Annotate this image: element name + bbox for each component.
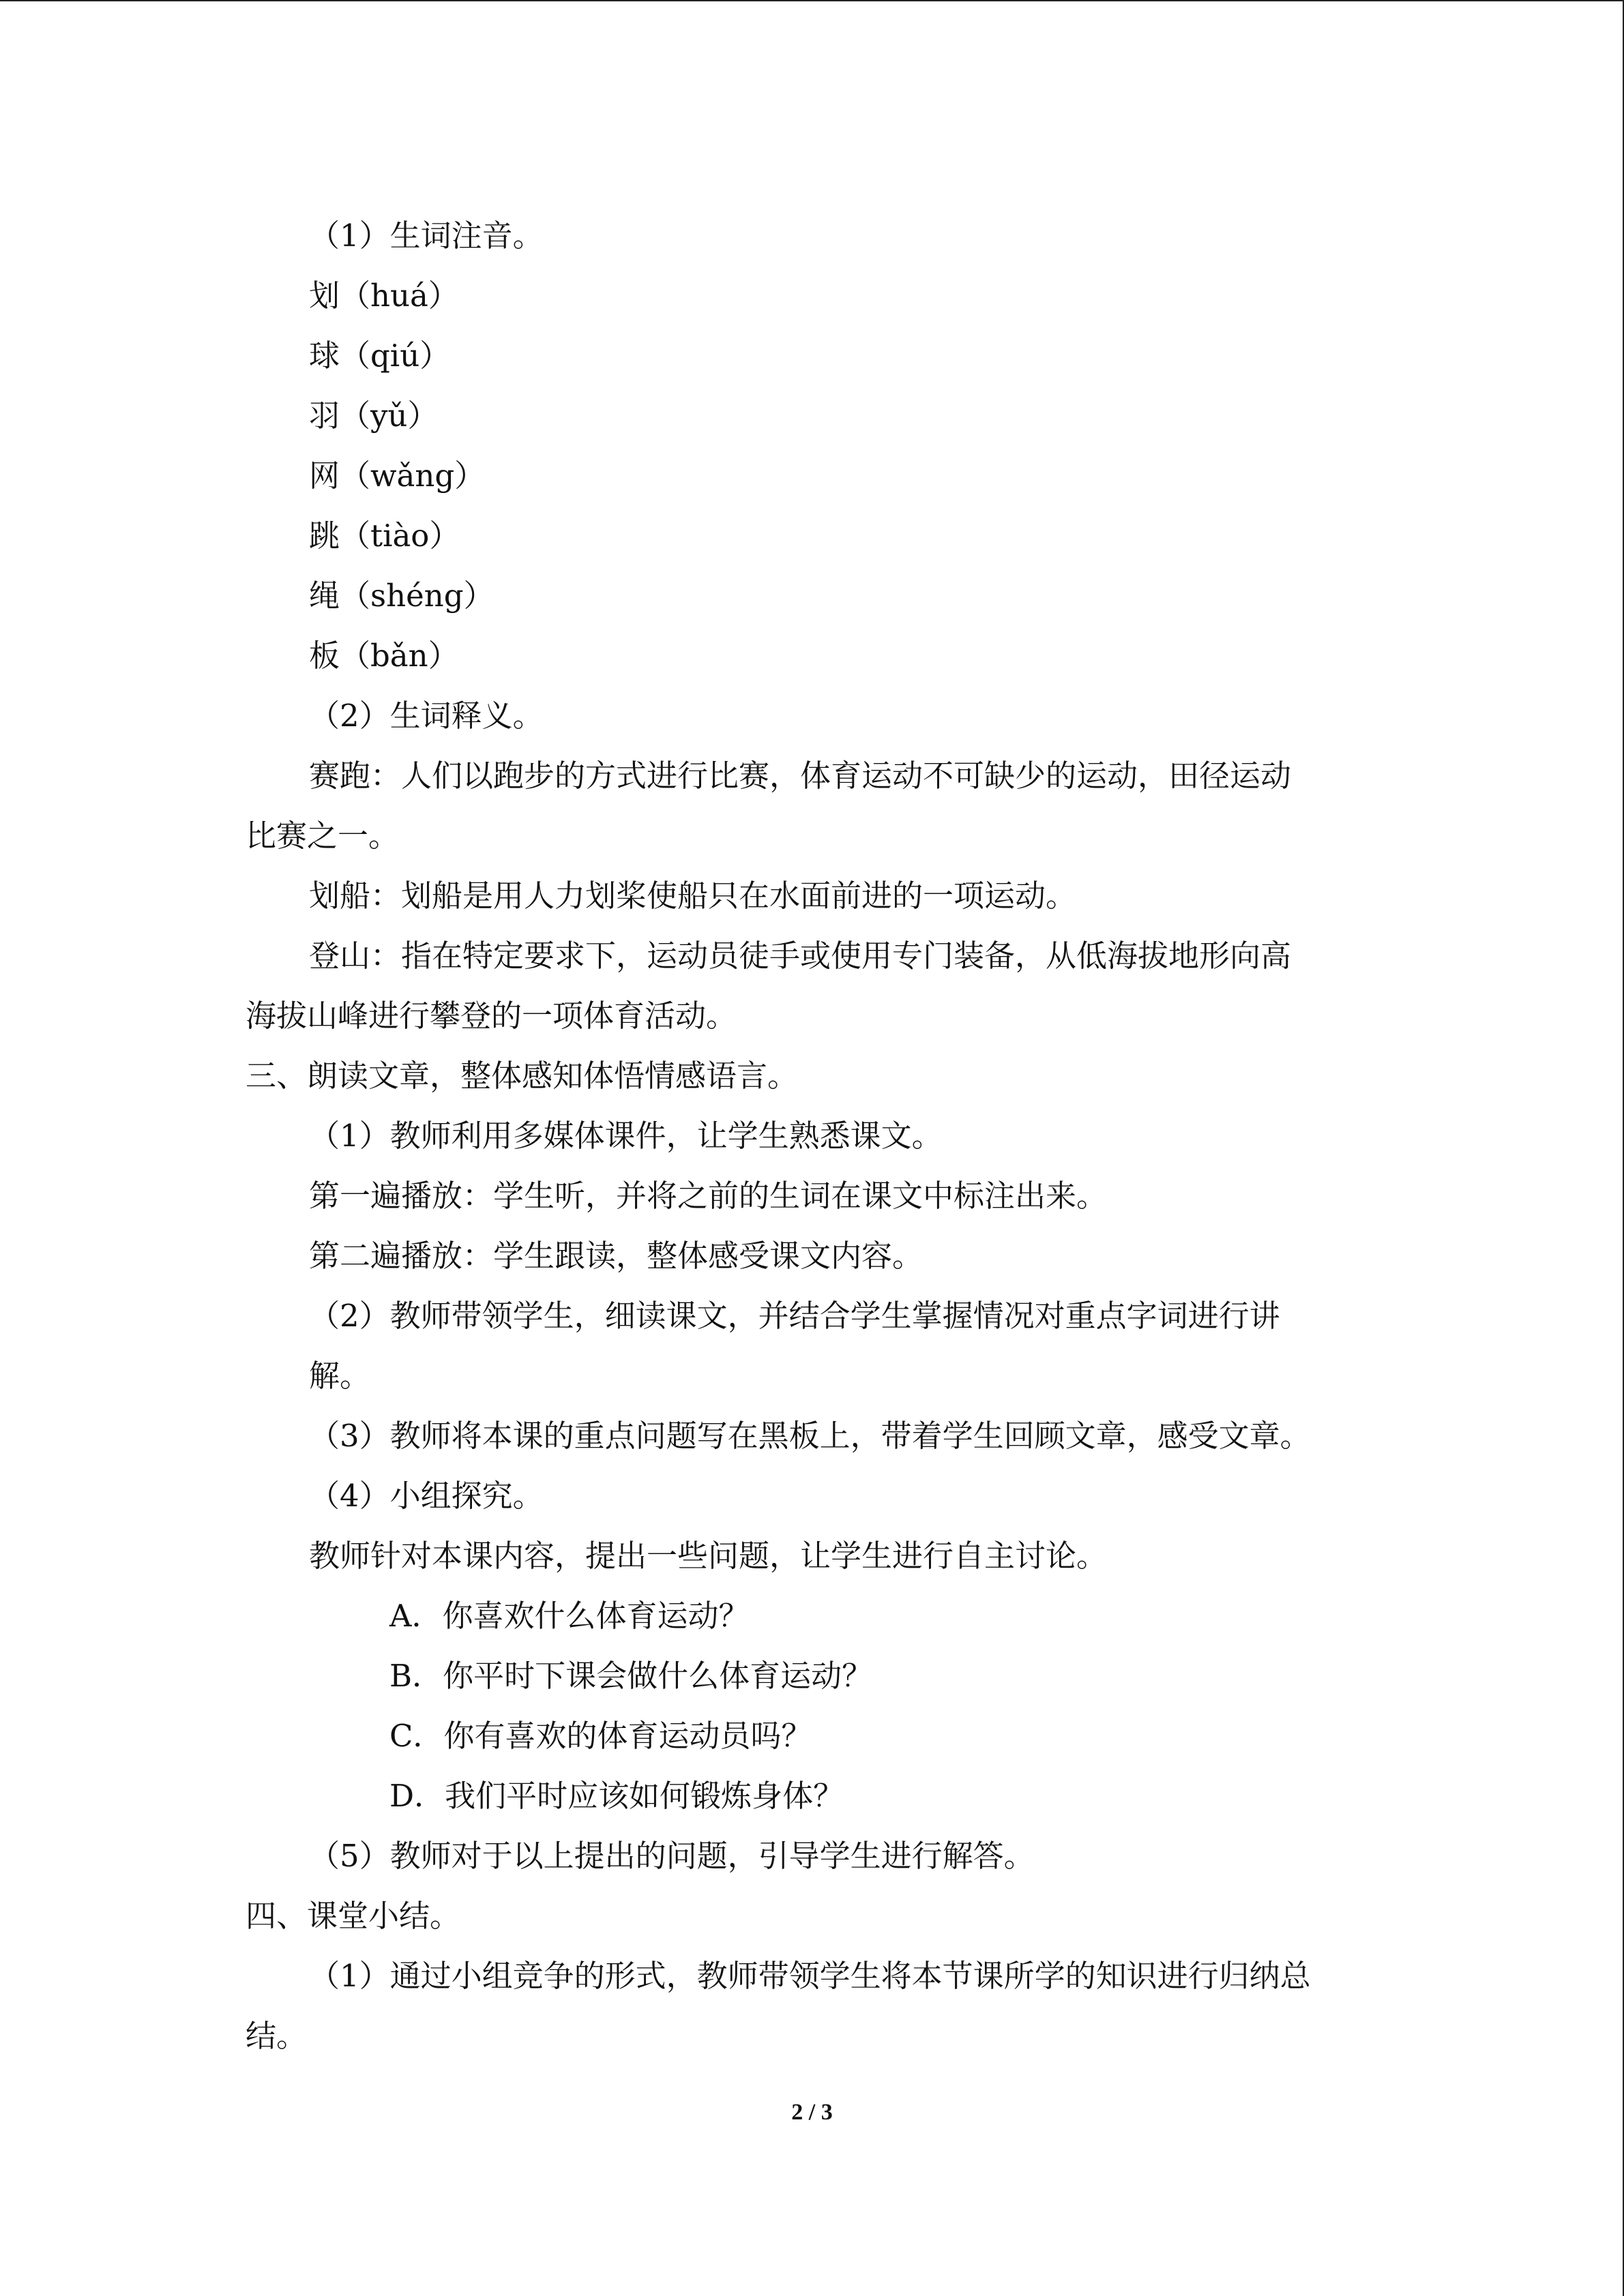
text-line: 划（huá） <box>309 278 459 314</box>
question-item: D．我们平时应该如何锻炼身体？ <box>389 1778 844 1814</box>
text-line: 海拔山峰进行攀登的一项体育活动。 <box>246 998 737 1034</box>
section-heading: 三、朗读文章，整体感知体悟情感语言。 <box>246 1058 799 1094</box>
text-line: （1）教师利用多媒体课件，让学生熟悉课文。 <box>309 1118 943 1154</box>
text-line: 第二遍播放：学生跟读，整体感受课文内容。 <box>309 1238 924 1274</box>
text-line: 登山：指在特定要求下，运动员徒手或使用专门装备，从低海拔地形向高 <box>309 938 1292 974</box>
text-line: 羽（yǔ） <box>309 398 439 434</box>
text-line: （1）通过小组竞争的形式，教师带领学生将本节课所学的知识进行归纳总 <box>309 1958 1311 1994</box>
text-line: 教师针对本课内容，提出一些问题，让学生进行自主讨论。 <box>309 1538 1108 1574</box>
text-line: （3）教师将本课的重点问题写在黑板上，带着学生回顾文章，感受文章。 <box>309 1418 1311 1454</box>
section-heading: 四、课堂小结。 <box>246 1898 461 1934</box>
text-line: 绳（shéng） <box>309 578 494 614</box>
text-line: 比赛之一。 <box>246 818 400 854</box>
text-line: 解。 <box>309 1358 371 1394</box>
text-line: 板（bǎn） <box>309 638 459 674</box>
text-line: 第一遍播放：学生听，并将之前的生词在课文中标注出来。 <box>309 1178 1108 1214</box>
text-line: 跳（tiào） <box>309 518 460 554</box>
text-line: （2）教师带领学生，细读课文，并结合学生掌握情况对重点字词进行讲 <box>309 1298 1280 1334</box>
text-line: 球（qiú） <box>309 338 451 374</box>
page-number: 2 / 3 <box>791 2100 833 2125</box>
text-line: （4）小组探究。 <box>309 1478 544 1514</box>
question-item: B．你平时下课会做什么体育运动？ <box>389 1658 873 1694</box>
text-line: 划船：划船是用人力划桨使船只在水面前进的一项运动。 <box>309 878 1077 914</box>
text-line: （5）教师对于以上提出的问题，引导学生进行解答。 <box>309 1838 1035 1874</box>
text-line: （1）生词注音。 <box>309 218 544 254</box>
text-line: 结。 <box>246 2018 308 2054</box>
text-line: 赛跑：人们以跑步的方式进行比赛，体育运动不可缺少的运动，田径运动 <box>309 758 1292 794</box>
question-item: A．你喜欢什么体育运动？ <box>389 1598 750 1634</box>
text-line: 网（wǎng） <box>309 458 486 494</box>
text-line: （2）生词释义。 <box>309 698 544 734</box>
question-item: C．你有喜欢的体育运动员吗？ <box>389 1718 812 1754</box>
